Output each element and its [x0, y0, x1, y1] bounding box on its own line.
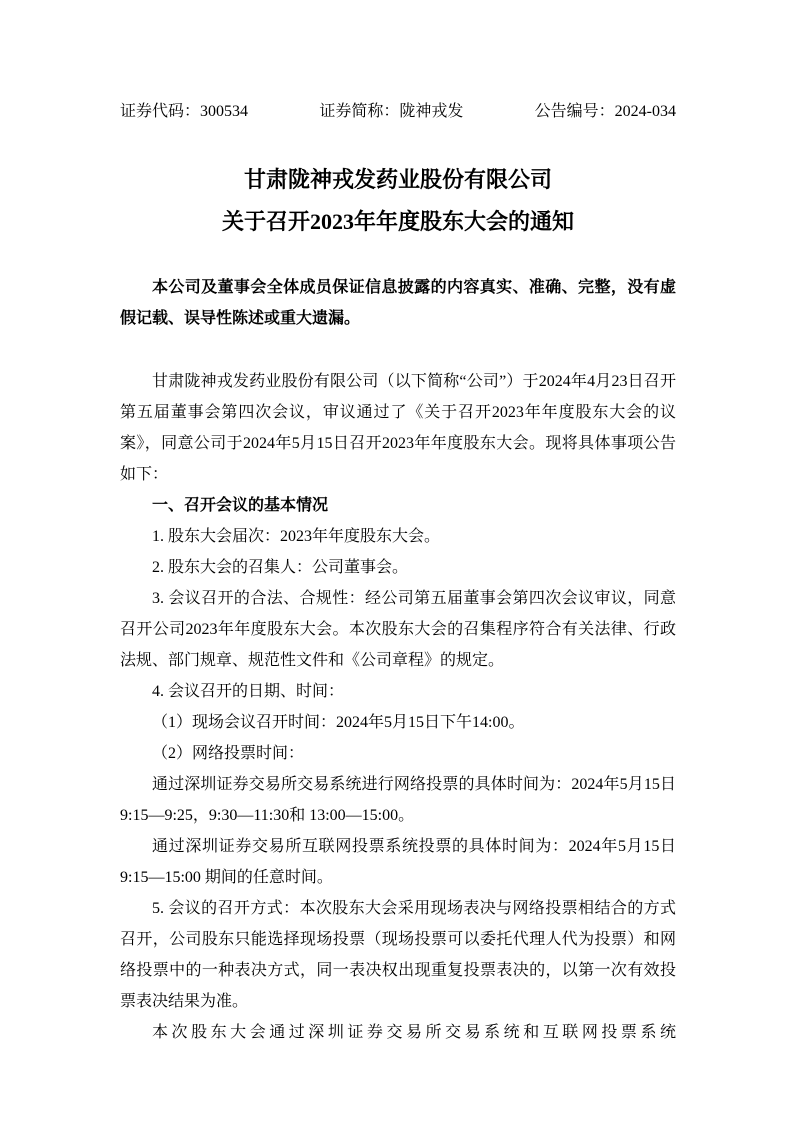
disclaimer-paragraph: 本公司及董事会全体成员保证信息披露的内容真实、准确、完整，没有虚假记载、误导性陈述或重大遗漏。 [120, 279, 676, 327]
document-header [120, 100, 676, 124]
item-trading-system-time: 通过深圳证券交易所交易系统进行网络投票的具体时间为：2024年5月15日9:15—9:25，9:30—11:30和 13:00—15:00。 [120, 776, 676, 824]
item-internet-system-time: 通过深圳证券交易所互联网投票系统投票的具体时间为：2024年5月15日9:15—15:00 期间的任意时间。 [120, 838, 676, 886]
announcement-number: 公告编号：2024-034 [534, 103, 676, 120]
item-meeting-session: 1. 股东大会届次：2023年年度股东大会。 [152, 528, 441, 545]
stock-code: 证券代码：300534 [120, 103, 249, 120]
item-meeting-method: 5. 会议的召开方式：本次股东大会采用现场表决与网络投票相结合的方式召开，公司股东只能选择现场投票（现场投票可以委托代理人代为投票）和网络投票中的一种表决方式，同一表决权出现重复投票表决的，以第一次有效投票表决结果为准。 [120, 900, 676, 1010]
item-date-time: 4. 会议召开的日期、时间： [152, 683, 345, 700]
item-online-voting-time: （2）网络投票时间： [152, 745, 305, 762]
stock-name: 证券简称：陇神戎发 [319, 103, 464, 120]
item-convener: 2. 股东大会的召集人：公司董事会。 [152, 559, 409, 576]
section-heading-1: 一、召开会议的基本情况 [152, 497, 329, 514]
company-title: 甘肃陇神戎发药业股份有限公司 [243, 167, 552, 192]
item-legality: 3. 会议召开的合法、合规性：经公司第五届董事会第四次会议审议，同意召开公司2023年年度股东大会。本次股东大会的召集程序符合有关法律、行政法规、部门规章、规范性文件和《公司章程》的规定。 [120, 590, 676, 669]
notice-title: 关于召开2023年年度股东大会的通知 [221, 209, 574, 234]
item-onsite-time: （1）现场会议召开时间：2024年5月15日下午14:00。 [152, 714, 525, 731]
continuation-line: 本次股东大会通过深圳证券交易所交易系统和互联网投票系统 [152, 1024, 676, 1041]
intro-paragraph: 甘肃陇神戎发药业股份有限公司（以下简称“公司”）于2024年4月23日召开第五届董事会第四次会议，审议通过了《关于召开2023年年度股东大会的议案》，同意公司于2024年5月15日召开2023年年度股东大会。现将具体事项公告如下： [120, 373, 676, 483]
